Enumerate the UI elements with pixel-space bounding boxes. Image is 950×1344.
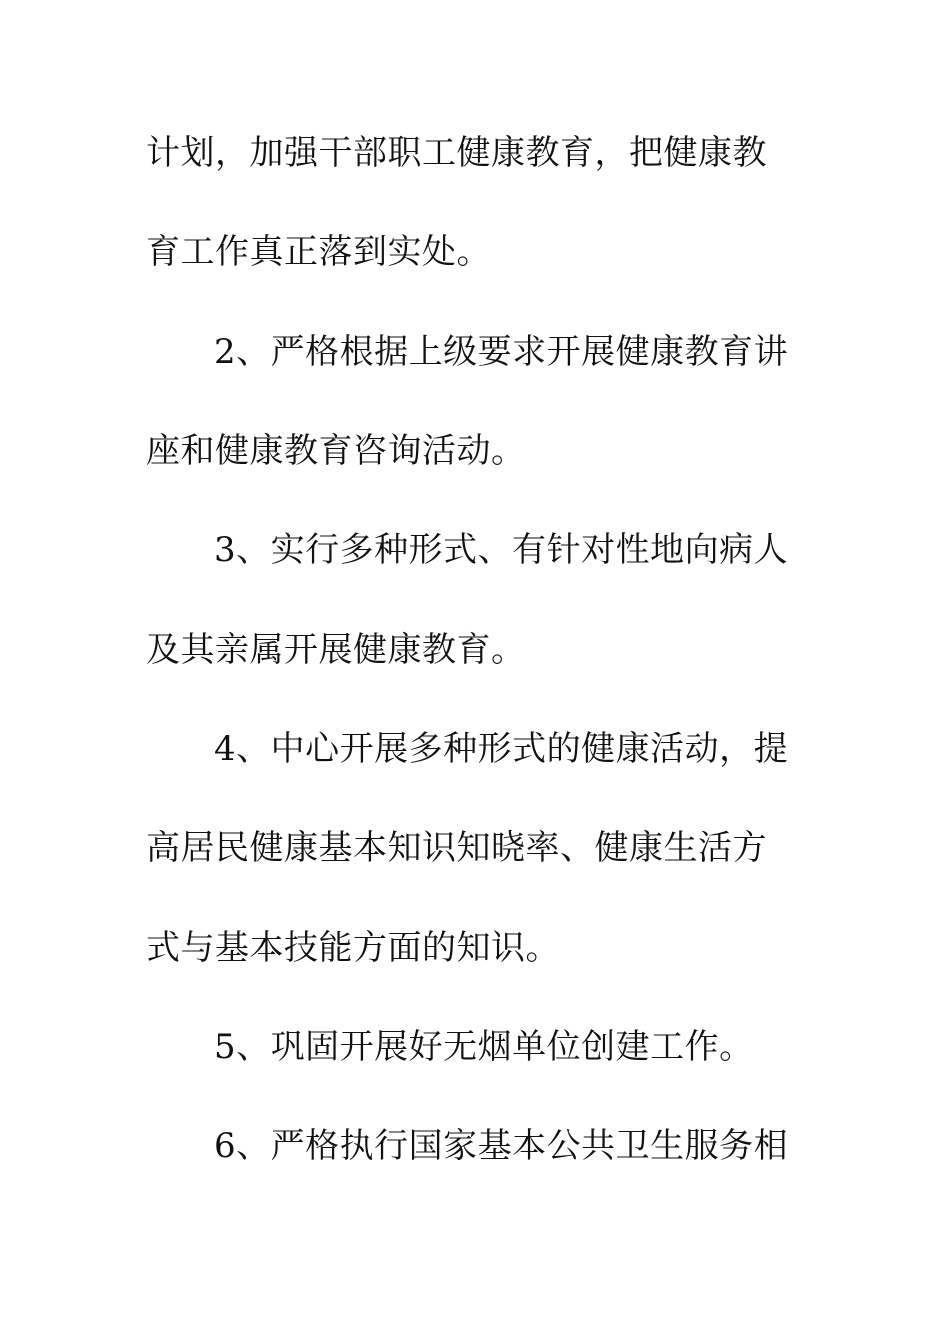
list-item-4: 4、中心开展多种形式的健康活动，提 <box>214 729 789 769</box>
text-line: 计划，加强干部职工健康教育，把健康教 <box>146 133 767 173</box>
text-line: 式与基本技能方面的知识。 <box>146 928 560 968</box>
text-line: 座和健康教育咨询活动。 <box>146 431 526 471</box>
text-line: 高居民健康基本知识知晓率、健康生活方 <box>146 828 767 868</box>
text-line: 及其亲属开展健康教育。 <box>146 630 526 670</box>
list-item-2: 2、严格根据上级要求开展健康教育讲 <box>214 332 789 372</box>
text-line: 育工作真正落到实处。 <box>146 232 491 272</box>
list-item-5: 5、巩固开展好无烟单位创建工作。 <box>214 1027 754 1067</box>
list-item-6: 6、严格执行国家基本公共卫生服务相 <box>214 1126 789 1166</box>
list-item-3: 3、实行多种形式、有针对性地向病人 <box>214 530 789 570</box>
